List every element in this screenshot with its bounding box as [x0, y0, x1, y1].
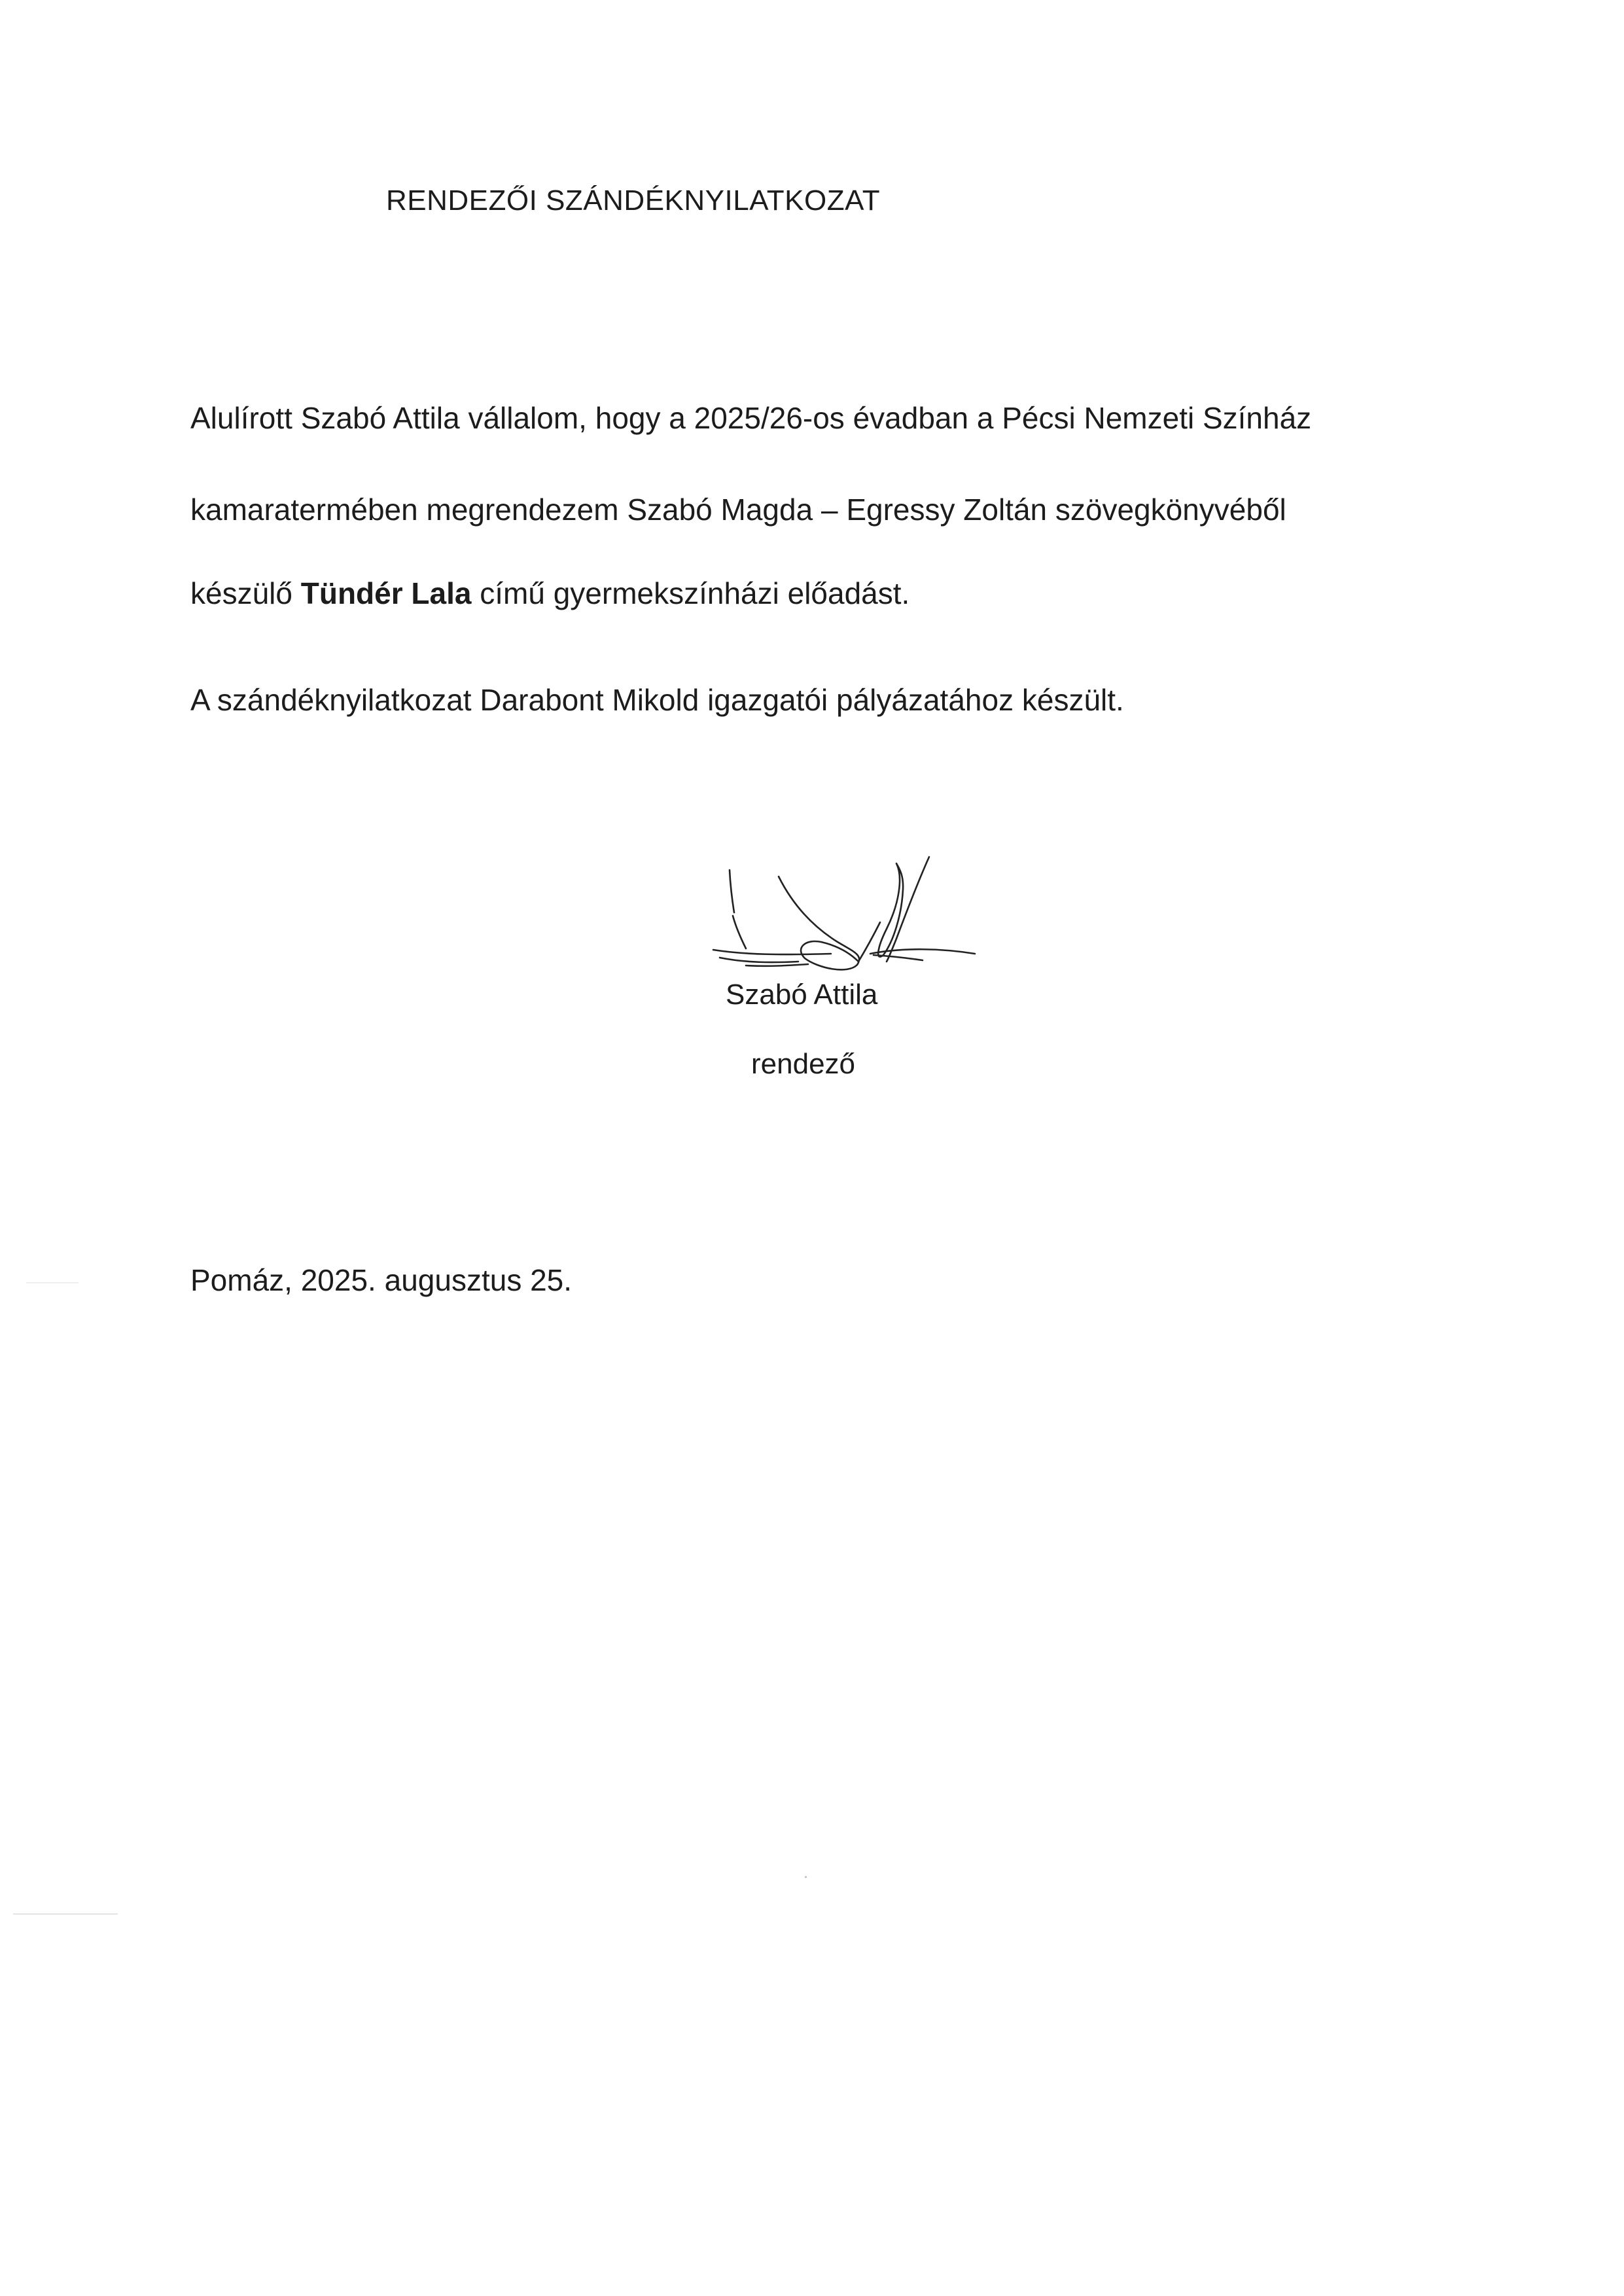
scan-speck [805, 1876, 807, 1878]
paragraph-line-3-prefix: készülő [190, 576, 301, 610]
signatory-role: rendező [751, 1048, 856, 1080]
paragraph-line-2: kamaratermében megrendezem Szabó Magda – Egressy Zoltán szövegkönyvéből [190, 493, 1286, 527]
statement-line: A szándéknyilatkozat Darabont Mikold igazgatói pályázatához készült. [190, 683, 1124, 717]
paragraph-line-3-suffix: című gyermekszínházi előadást. [471, 576, 910, 610]
play-title: Tündér Lala [300, 576, 472, 610]
scan-speck [13, 1913, 118, 1915]
signatory-name: Szabó Attila [726, 979, 878, 1011]
scan-speck [26, 1282, 79, 1283]
document-title: RENDEZŐI SZÁNDÉKNYILATKOZAT [386, 184, 881, 217]
paragraph-line-1: Alulírott Szabó Attila vállalom, hogy a 2025/26-os évadban a Pécsi Nemzeti Színház [190, 401, 1312, 435]
place-and-date: Pomáz, 2025. augusztus 25. [190, 1263, 573, 1297]
paragraph-line-3 [190, 576, 909, 611]
